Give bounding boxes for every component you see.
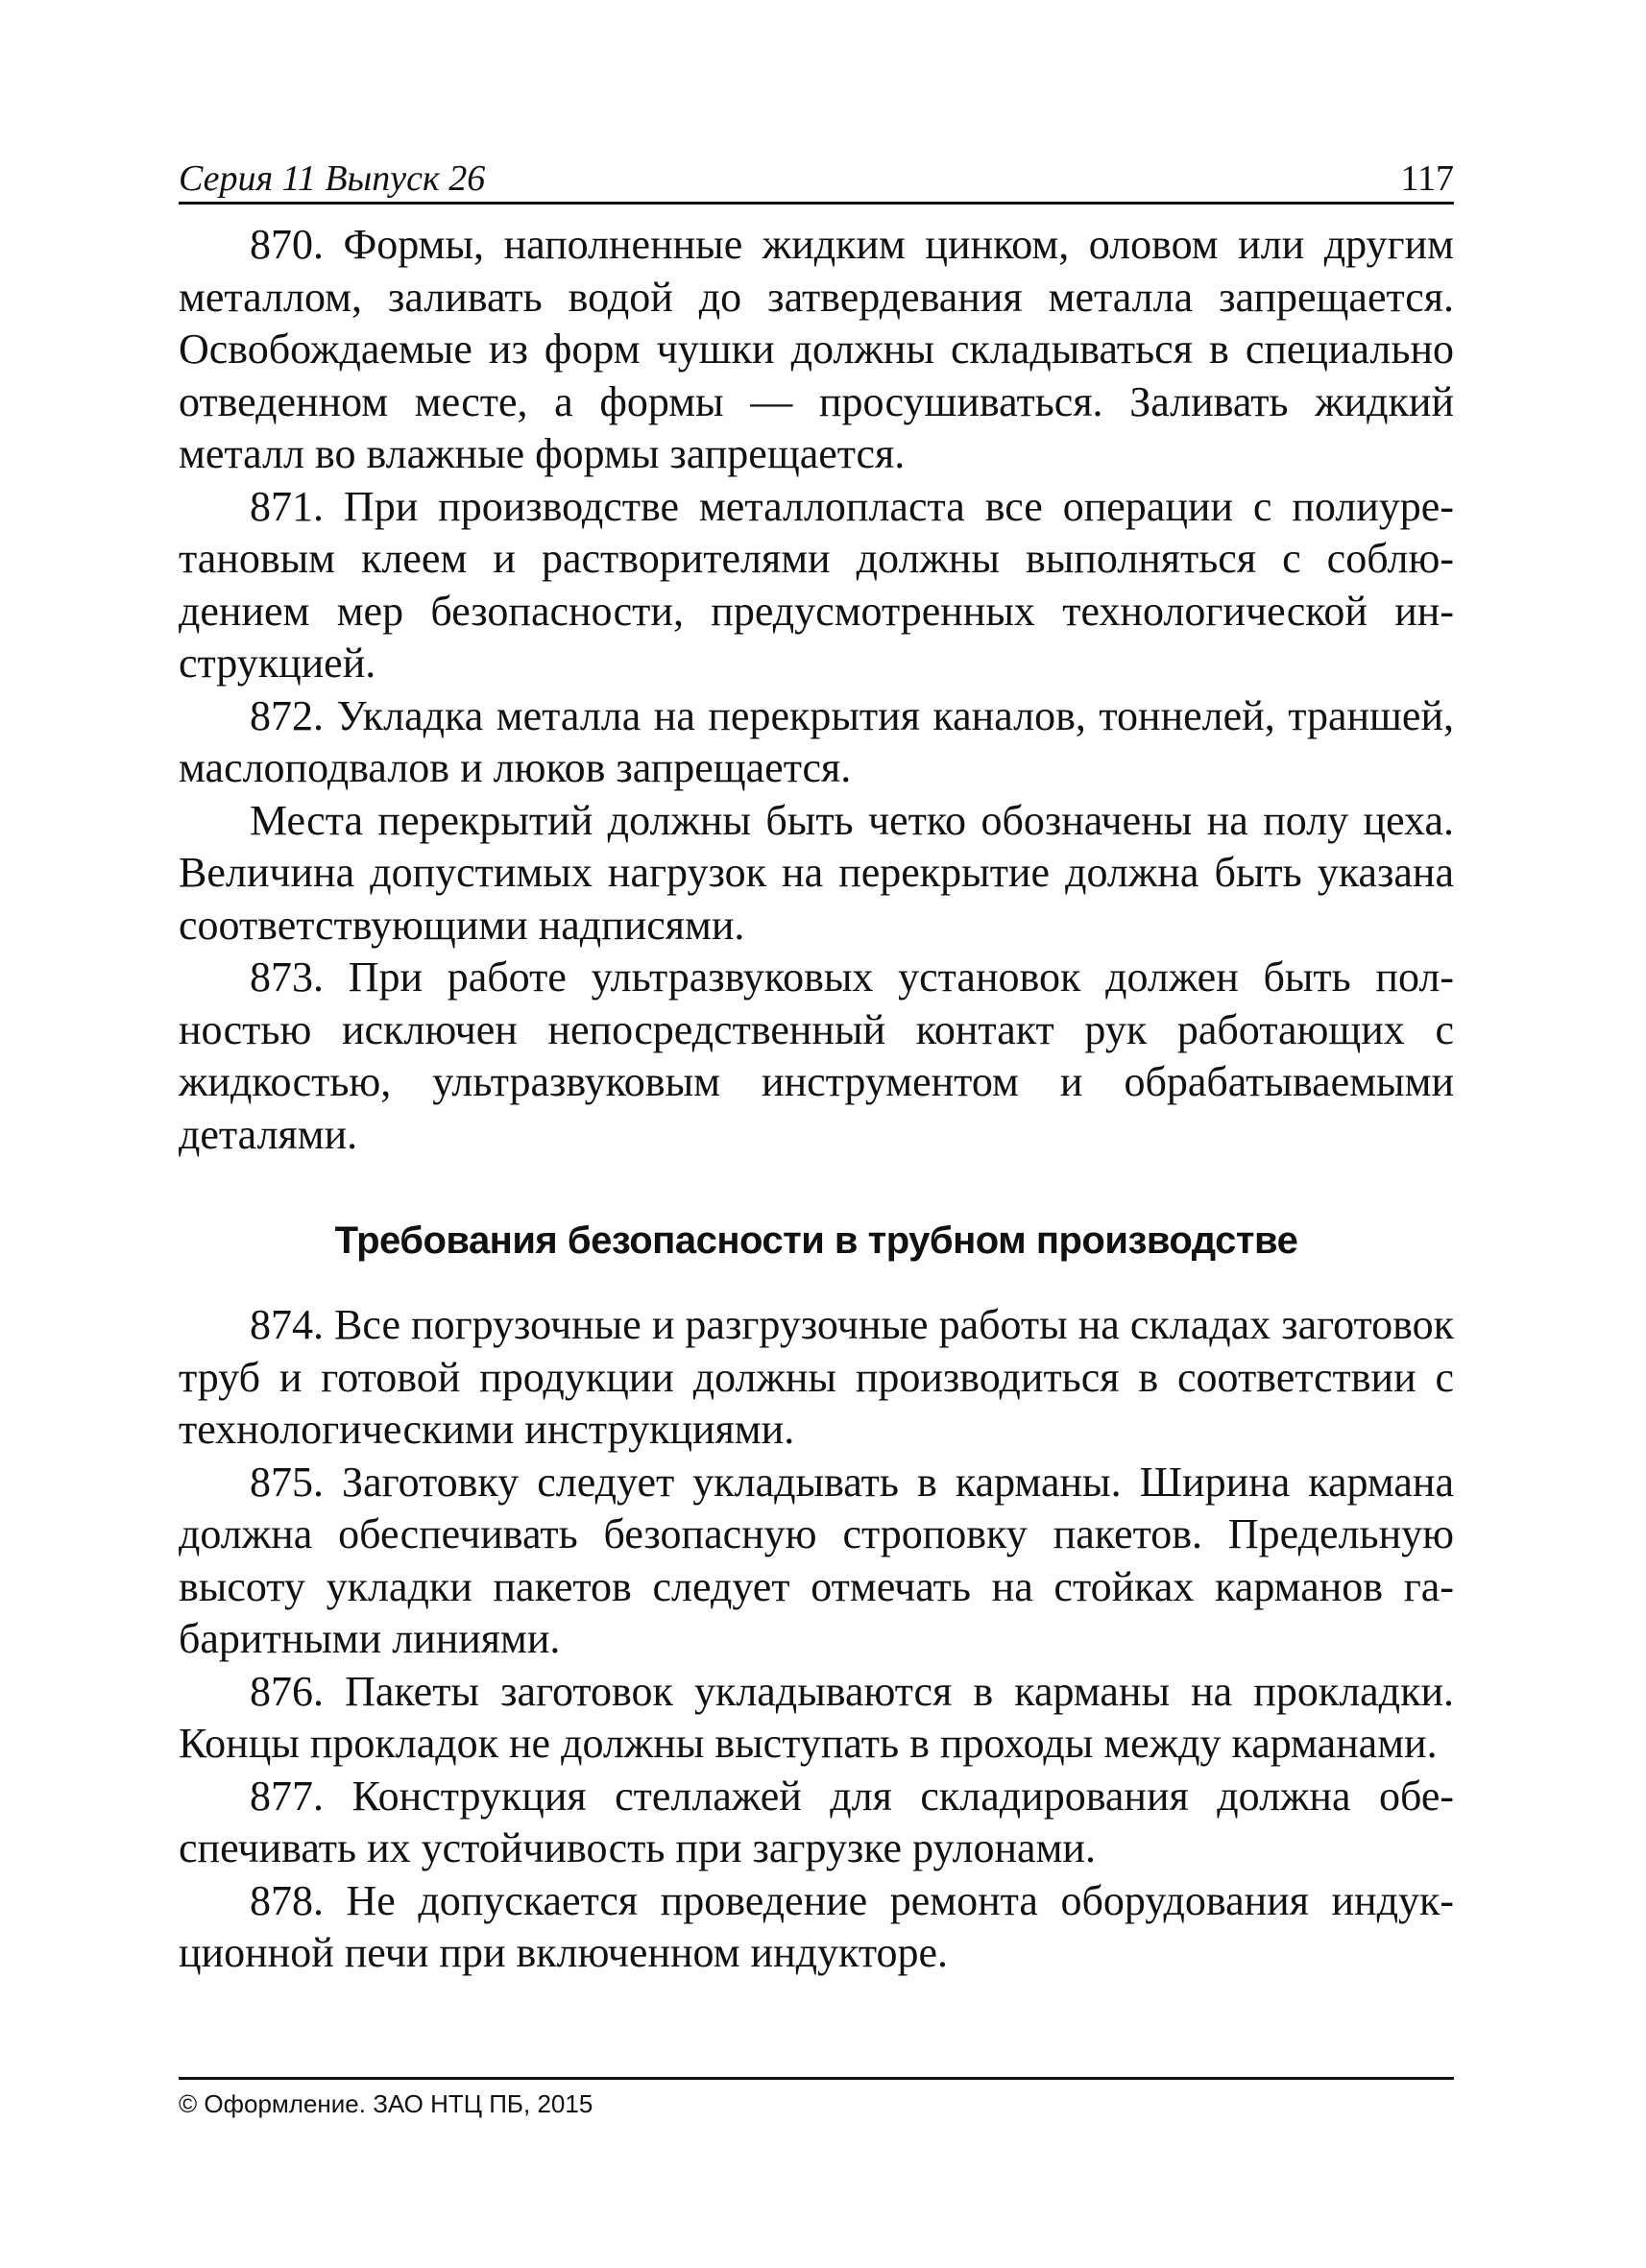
paragraph-877: 877. Конструкция стеллажей для складирования должна обеспечивать их устойчивость при загрузке рулонами. <box>179 1772 1454 1871</box>
footer-divider <box>179 2077 1454 2080</box>
footer-copyright: © Оформление. ЗАО НТЦ ПБ, 2015 <box>179 2089 593 2118</box>
paragraph-872-continued: Места перекрытий должны быть четко обозначены на полу цеха. Величина допустимых нагрузок на перекрытие должна быть указана соответствующими надписями. <box>179 796 1454 949</box>
series-title: Серия 11 Выпуск 26 <box>179 158 486 199</box>
page-body <box>179 219 1454 1980</box>
page-header <box>179 154 1454 205</box>
paragraph-872: 872. Укладка металла на перекрытия каналов, тоннелей, траншей, маслоподвалов и люков запрещается. <box>179 691 1454 791</box>
paragraph-876: 876. Пакеты заготовок укладываются в карманы на прокладки. Концы прокладок не должны выступать в проходы между карманами. <box>179 1667 1454 1767</box>
paragraph-873: 873. При работе ультразвуковых установок должен быть полностью исключен непосредственный контакт рук работающих с жидкостью, ультразвуковым инструментом и обрабатываемыми деталями. <box>179 953 1454 1158</box>
paragraph-871: 871. При производстве металлопласта все операции с полиуретановым клеем и растворителями должны выполняться с соблюдением мер безопасности, предусмотренных технологической инструкцией. <box>179 482 1454 687</box>
section-heading: Требования безопасности в трубном производстве <box>334 1219 1298 1262</box>
paragraph-874: 874. Все погрузочные и разгрузочные работы на складах заготовок труб и готовой продукции должны производиться в соответствии с технологическими инструкциями. <box>179 1301 1454 1453</box>
paragraph-870: 870. Формы, наполненные жидким цинком, оловом или другим металлом, заливать водой до затвердевания металла запрещается. Освобождаемые из форм чушки должны складываться в специально отведенном месте, а формы — просушиваться. Заливать жидкий металл во влажные формы запрещается. <box>179 221 1454 477</box>
page-number: 117 <box>1400 158 1454 199</box>
paragraph-878: 878. Не допускается проведение ремонта оборудования индукционной печи при включенном индукторе. <box>179 1876 1454 1976</box>
paragraph-875: 875. Заготовку следует укладывать в карманы. Ширина кармана должна обеспечивать безопасную строповку пакетов. Предельную высоту укладки пакетов следует отмечать на стойках карманов габаритными линиями. <box>179 1458 1454 1662</box>
